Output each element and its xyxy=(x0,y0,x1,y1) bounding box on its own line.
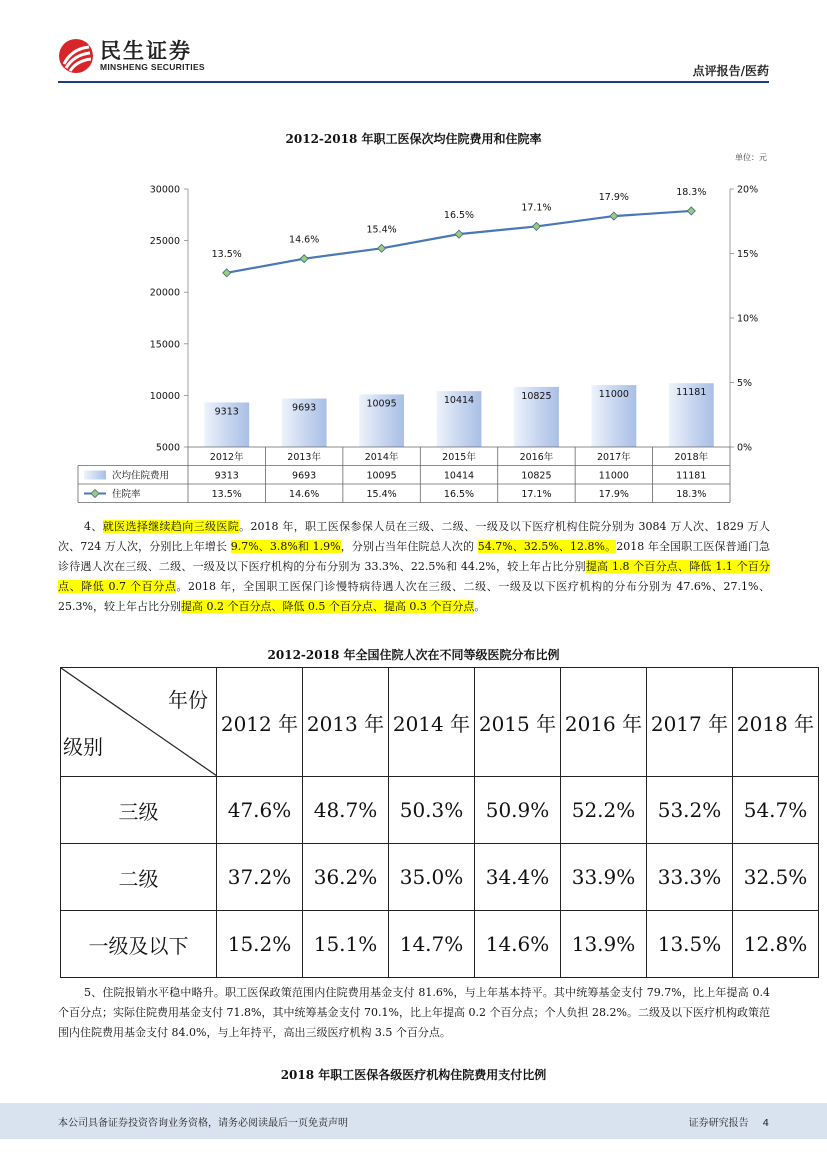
legend-bar-swatch xyxy=(84,471,106,480)
chart1-unit: 单位：元 xyxy=(735,153,767,162)
footer-right xyxy=(689,1114,769,1129)
table-cell: 12.8% xyxy=(733,911,819,978)
year-header: 2014 年 xyxy=(389,668,475,777)
cost-rate-chart xyxy=(0,170,827,510)
logo-chinese-name: 民生证券 xyxy=(100,38,192,63)
header-divider xyxy=(58,81,769,83)
table-cell: 33.3% xyxy=(647,844,733,911)
level-label: 二级 xyxy=(61,844,217,911)
x-category-label: 2016年 xyxy=(519,452,554,463)
rate-data-label: 16.5% xyxy=(443,210,475,222)
chart3-title: 2018 年职工医保各级医疗机构住院费用支付比例 xyxy=(280,1068,547,1082)
table-cell: 34.4% xyxy=(475,844,561,911)
para4-text-1: 。2018 年，职工医保参保人员在三级、二级、一级及以下医疗机构住院分别为 3084 万人次、1829 万人次、724 万人次，分别比上年增长 xyxy=(58,520,771,553)
table-row xyxy=(61,777,819,844)
table-corner-cell xyxy=(61,668,217,777)
table-cell: 32.5% xyxy=(733,844,819,911)
legend-line-label: 住院率 xyxy=(112,489,141,500)
page-number: 4 xyxy=(762,1118,769,1129)
table-cell: 13.5% xyxy=(647,911,733,978)
rate-point xyxy=(687,207,695,215)
table-cell: 36.2% xyxy=(303,844,389,911)
table-rate-value: 15.4% xyxy=(366,489,397,500)
footer-label: 证券研究报告 xyxy=(688,1118,749,1129)
logo-english-name: MINSHENG SECURITIES xyxy=(100,61,205,72)
paragraph-4 xyxy=(58,517,770,617)
para4-text-2: ，分别占当年住院总人次的 xyxy=(340,540,478,553)
page-footer xyxy=(0,1103,827,1139)
rate-data-label: 17.1% xyxy=(521,202,552,214)
year-header: 2013 年 xyxy=(303,668,389,777)
x-category-label: 2013年 xyxy=(287,452,321,463)
table-cell: 14.6% xyxy=(475,911,561,978)
table-rate-value: 17.9% xyxy=(598,489,629,500)
table-cell: 14.7% xyxy=(389,911,475,978)
table-rate-value: 13.5% xyxy=(211,489,242,500)
legend-line-marker xyxy=(91,490,99,498)
y-tick-label: 20000 xyxy=(149,287,180,299)
x-category-label: 2017年 xyxy=(597,452,631,463)
table-cell: 35.0% xyxy=(389,844,475,911)
y2-tick-label: 15% xyxy=(737,249,759,260)
bar-data-label: 9313 xyxy=(214,406,239,418)
table-cell: 50.3% xyxy=(389,777,475,844)
para4-number: 4、 xyxy=(84,520,103,533)
y-tick-label: 10000 xyxy=(149,390,180,402)
table-bar-value: 9313 xyxy=(214,470,239,482)
bar-data-label: 9693 xyxy=(292,402,317,414)
bar-data-label: 11181 xyxy=(676,387,707,399)
rate-point xyxy=(223,269,231,277)
highlight-1: 就医选择继续趋向三级医院 xyxy=(102,520,240,533)
y2-tick-label: 5% xyxy=(737,378,753,389)
table-rate-value: 18.3% xyxy=(676,489,707,500)
page-header xyxy=(0,0,827,90)
rate-data-label: 13.5% xyxy=(211,248,242,260)
para4-text-3: 2018 年全国职工医保普通门急诊待遇人次在三级、二级、一级及以下医疗机构的分布分别为 33.3%、22.5%和 44.2%，较上年占比分别 xyxy=(58,540,770,573)
para5-text: 5、住院报销水平稳中略升。职工医保政策范围内住院费用基金支付 81.6%，与上年基本持平。其中统筹基金支付 79.7%，比上年提高 0.4 个百分点；实际住院费用基金支付 71.8%，其中统筹基金支付 70.1%，比上年提高 0.2 个百分点；个人负担 28.2%。二级及以下医疗机构政策范围内住院费用基金支付 84.0%，与上年持平，高出三级医疗机构 3.5 个百分点。 xyxy=(58,986,770,1039)
x-category-label: 2018年 xyxy=(674,452,709,463)
y2-tick-label: 10% xyxy=(737,313,759,325)
rate-point xyxy=(532,222,540,230)
x-category-label: 2015年 xyxy=(442,452,476,463)
corner-level-label: 级别 xyxy=(63,735,103,759)
rate-point xyxy=(455,230,463,238)
table-header-row xyxy=(61,668,819,777)
y-tick-label: 30000 xyxy=(149,184,180,196)
minsheng-logo-icon xyxy=(58,38,94,74)
table-bar-value: 10825 xyxy=(521,470,552,482)
table-bar-value: 11181 xyxy=(676,470,707,482)
y2-tick-label: 0% xyxy=(737,442,753,454)
table-cell: 15.2% xyxy=(217,911,303,978)
y2-tick-label: 20% xyxy=(737,184,759,196)
year-header: 2016 年 xyxy=(561,668,647,777)
table2-title: 2012-2018 年全国住院人次在不同等级医院分布比例 xyxy=(267,648,560,662)
table-cell: 54.7% xyxy=(733,777,819,844)
rate-data-label: 17.9% xyxy=(598,192,629,204)
level-label: 三级 xyxy=(61,777,217,844)
chart1-title: 2012-2018 年职工医保次均住院费用和住院率 xyxy=(285,132,542,146)
rate-data-label: 15.4% xyxy=(366,224,397,236)
legend-bar-label: 次均住院费用 xyxy=(112,470,170,482)
y-tick-label: 15000 xyxy=(149,339,180,351)
table-rate-value: 16.5% xyxy=(443,489,475,500)
table-cell: 13.9% xyxy=(561,911,647,978)
year-header: 2017 年 xyxy=(647,668,733,777)
table-row xyxy=(61,911,819,978)
corner-year-label: 年份 xyxy=(168,688,208,712)
table-bar-value: 10095 xyxy=(366,470,397,482)
highlight-4: 提高 1.8 个百分点、降低 1.1 个百分点、降低 0.7 个百分点 xyxy=(58,560,770,593)
highlight-3: 54.7%、32.5%、12.8%。 xyxy=(477,540,617,553)
year-header: 2015 年 xyxy=(475,668,561,777)
report-type: 点评报告/医药 xyxy=(692,64,769,78)
bar-data-label: 10825 xyxy=(521,390,552,402)
table-cell: 33.9% xyxy=(561,844,647,911)
table-cell: 53.2% xyxy=(647,777,733,844)
table-cell: 52.2% xyxy=(561,777,647,844)
x-category-label: 2014年 xyxy=(364,452,399,463)
table-cell: 48.7% xyxy=(303,777,389,844)
table-row xyxy=(61,844,819,911)
table-bar-value: 9693 xyxy=(292,470,317,482)
year-header: 2018 年 xyxy=(733,668,819,777)
year-header: 2012 年 xyxy=(217,668,303,777)
table-rate-value: 14.6% xyxy=(289,489,320,500)
level-label: 一级及以下 xyxy=(61,911,217,978)
highlight-2: 9.7%、3.8%和 1.9% xyxy=(230,540,341,553)
para4-text-4: 。2018 年，全国职工医保门诊慢特病待遇人次在三级、二级、一级及以下医疗机构的分布分别为 47.6%、27.1%、25.3%，较上年占比分别 xyxy=(58,580,770,613)
rate-point xyxy=(610,212,618,220)
y-tick-label: 5000 xyxy=(155,442,180,454)
bar-data-label: 10095 xyxy=(366,398,397,410)
company-logo xyxy=(58,38,205,74)
table-cell: 37.2% xyxy=(217,844,303,911)
rate-point xyxy=(300,255,308,263)
table-bar-value: 11000 xyxy=(598,470,629,482)
paragraph-5 xyxy=(58,983,770,1043)
table-cell: 15.1% xyxy=(303,911,389,978)
hospital-level-distribution-table xyxy=(60,667,819,978)
bar-data-label: 11000 xyxy=(598,389,629,401)
x-category-label: 2012年 xyxy=(209,452,244,463)
bar-data-label: 10414 xyxy=(443,395,475,407)
rate-data-label: 18.3% xyxy=(676,186,707,198)
para4-text-5: 。 xyxy=(474,600,486,613)
table-cell: 47.6% xyxy=(217,777,303,844)
rate-point xyxy=(378,244,386,252)
table-rate-value: 17.1% xyxy=(521,489,552,500)
footer-disclaimer: 本公司具备证券投资咨询业务资格，请务必阅读最后一页免责声明 xyxy=(58,1118,348,1129)
highlight-5: 提高 0.2 个百分点、降低 0.5 个百分点、提高 0.3 个百分点 xyxy=(180,600,475,613)
table-cell: 50.9% xyxy=(475,777,561,844)
y-tick-label: 25000 xyxy=(149,236,180,248)
table-bar-value: 10414 xyxy=(443,470,475,482)
rate-data-label: 14.6% xyxy=(289,234,320,246)
